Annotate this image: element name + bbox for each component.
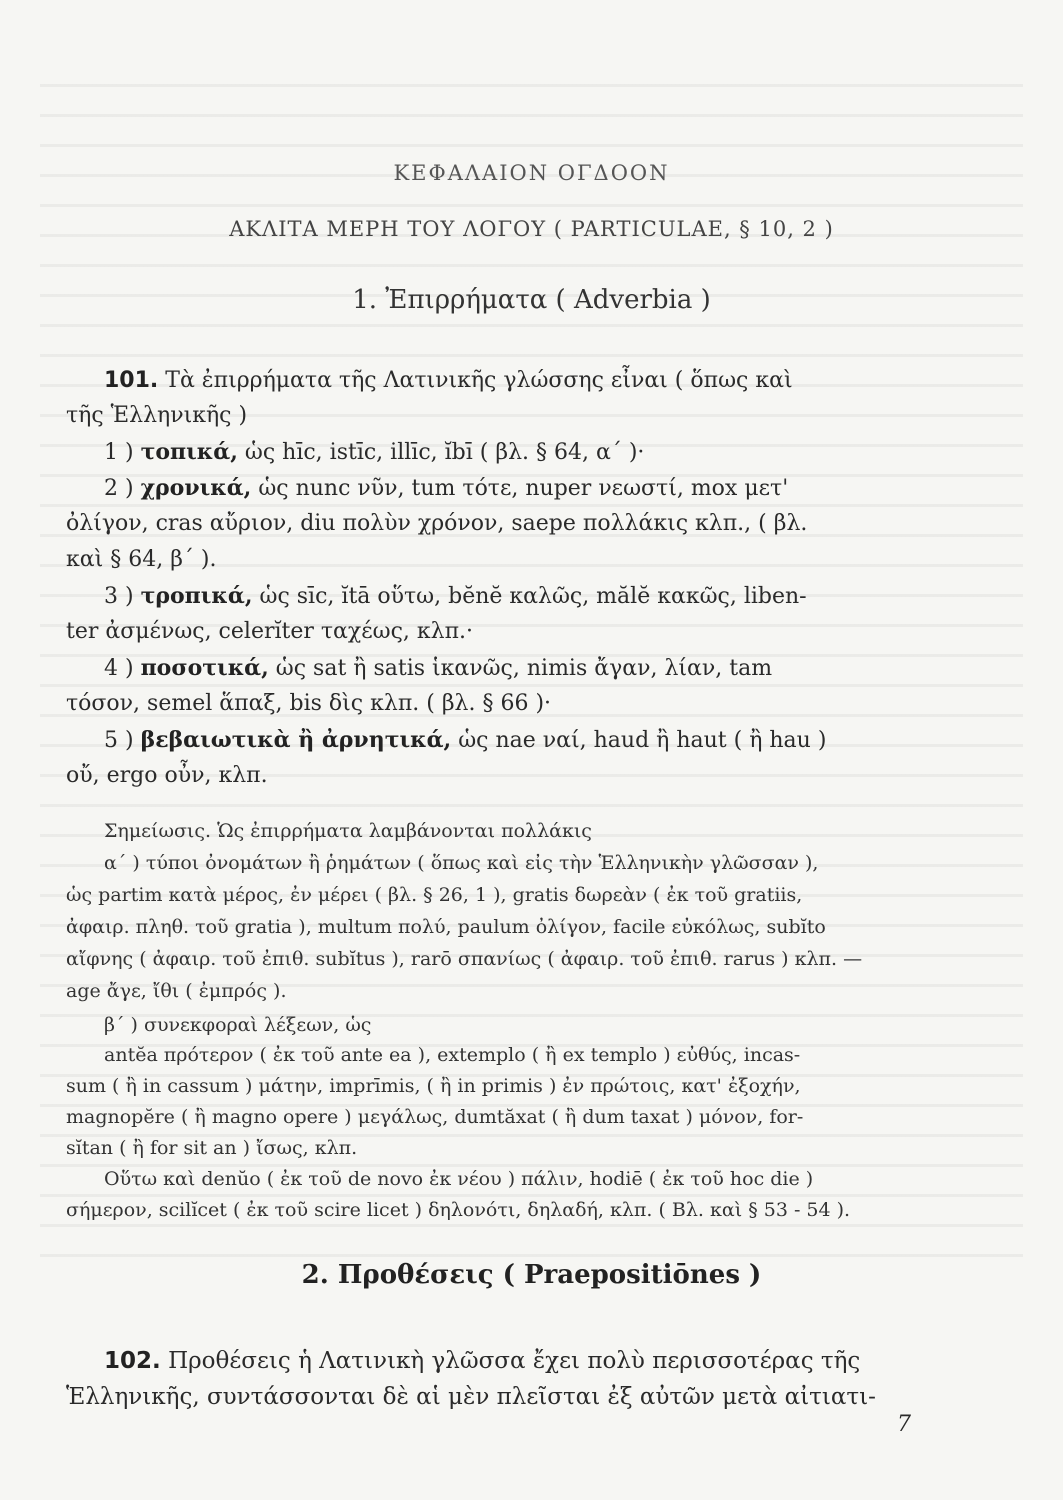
list-item-1: 1 ) τοπικά, ὡς hīc, istīc, illīc, ĭbī ( βλ. § 64, α΄ )· [104,439,645,465]
term: βεβαιωτικὰ ἢ ἀρνητικά, [140,727,452,753]
paragraph-102-line-1: 102. Προθέσεις ἡ Λατινικὴ γλῶσσα ἔχει πολὺ περισσοτέρας τῆς [104,1348,861,1374]
note-line-4: ἀφαιρ. πληθ. τοῦ gratia ), multum πολύ, paulum ὀλίγον, facile εὐκόλως, subĭto [66,916,826,938]
note-line-5: αἴφνης ( ἀφαιρ. τοῦ ἐπιθ. subĭtus ), rarō σπανίως ( ἀφαιρ. τοῦ ἐπιθ. rarus ) κλπ. — [66,948,863,970]
note-line-2: α΄ ) τύποι ὀνομάτων ἢ ῥημάτων ( ὅπως καὶ εἰς τὴν Ἑλληνικὴν γλῶσσαν ), [104,852,819,874]
term: τοπικά, [140,439,238,465]
list-item-5: 5 ) βεβαιωτικὰ ἢ ἀρνητικά, ὡς nae ναί, haud ἢ haut ( ἢ hau ) [104,727,827,753]
term: ποσοτικά, [140,655,269,681]
note-line-10: magnopĕre ( ἢ magno opere ) μεγάλως, dumtăxat ( ἢ dum taxat ) μόνον, for- [66,1106,804,1128]
note-line-13: σήμερον, scilĭcet ( ἐκ τοῦ scire licet ) δηλονότι, δηλαδή, κλπ. ( Βλ. καὶ § 53 - 54 ). [66,1199,851,1221]
section-heading-praepositiones: 2. Προθέσεις ( Praepositiōnes ) [301,1260,762,1290]
note-line-7: β΄ ) συνεκφοραὶ λέξεων, ὡς [104,1014,372,1036]
list-item-2: 2 ) χρονικά, ὡς nunc νῦν, tum τότε, nuper νεωστί, mox μετ' [104,475,789,501]
paragraph-number: 101. [104,368,159,393]
list-item-2-line-2: ὀλίγον, cras αὔριον, diu πολὺν χρόνον, saepe πολλάκις κλπ., ( βλ. [66,511,808,536]
list-item-4: 4 ) ποσοτικά, ὡς sat ἢ satis ἱκανῶς, nimis ἄγαν, λίαν, tam [104,655,773,681]
note-line-11: sĭtan ( ἢ for sit an ) ἴσως, κλπ. [66,1137,358,1159]
page-number: 7 [897,1412,911,1437]
note-line-9: sum ( ἢ in cassum ) μάτην, imprīmis, ( ἢ in primis ) ἐν πρώτοις, κατ' ἐξοχήν, [66,1075,801,1097]
list-item-2-line-3: καὶ § 64, β΄ ). [66,547,217,572]
paragraph-101-line-1: 101. Τὰ ἐπιρρήματα τῆς Λατινικῆς γλώσσης εἶναι ( ὅπως καὶ [104,368,793,393]
note-line-6: age ἄγε, ἴθι ( ἐμπρός ). [66,980,287,1002]
list-item-5-line-2: οὔ, ergo οὖν, κλπ. [66,763,268,788]
section-heading-adverbia: 1. Ἐπιρρήματα ( Adverbia ) [352,285,711,315]
list-item-4-line-2: τόσον, semel ἅπαξ, bis δὶς κλπ. ( βλ. § 66 )· [66,691,552,716]
note-line-12: Οὕτω καὶ denŭo ( ἐκ τοῦ de novo ἐκ νέου ) πάλιν, hodiē ( ἐκ τοῦ hoc die ) [104,1168,814,1190]
chapter-title: ΚΕΦΑΛΑΙΟΝ ΟΓΔΟΟΝ [393,161,670,185]
paragraph-number: 102. [104,1348,161,1374]
list-item-3: 3 ) τροπικά, ὡς sīc, ĭtā οὕτω, bĕnĕ καλῶς, mălĕ κακῶς, liben- [104,583,807,609]
paragraph-102-line-2: Ἑλληνικῆς, συντάσσονται δὲ αἱ μὲν πλεῖσται ἐξ αὐτῶν μετὰ αἰτιατι- [66,1384,876,1410]
term: τροπικά, [140,583,253,609]
list-item-3-line-2: ter ἀσμένως, celerĭter ταχέως, κλπ.· [66,619,474,644]
chapter-subtitle: ΑΚΛΙΤΑ ΜΕΡΗ ΤΟΥ ΛΟΓΟΥ ( PARTICULAE, § 10, 2 ) [229,217,834,241]
term: χρονικά, [140,475,252,501]
note-line-8: antĕa πρότερον ( ἐκ τοῦ ante ea ), extemplo ( ἢ ex templo ) εὐθύς, incas- [104,1044,801,1066]
note-line-1: Σημείωσις. Ὡς ἐπιρρήματα λαμβάνονται πολλάκις [104,820,592,842]
paragraph-101-line-2: τῆς Ἑλληνικῆς ) [66,403,248,428]
note-line-3: ὡς partim κατὰ μέρος, ἐν μέρει ( βλ. § 26, 1 ), gratis δωρεὰν ( ἐκ τοῦ gratiis, [66,884,803,906]
